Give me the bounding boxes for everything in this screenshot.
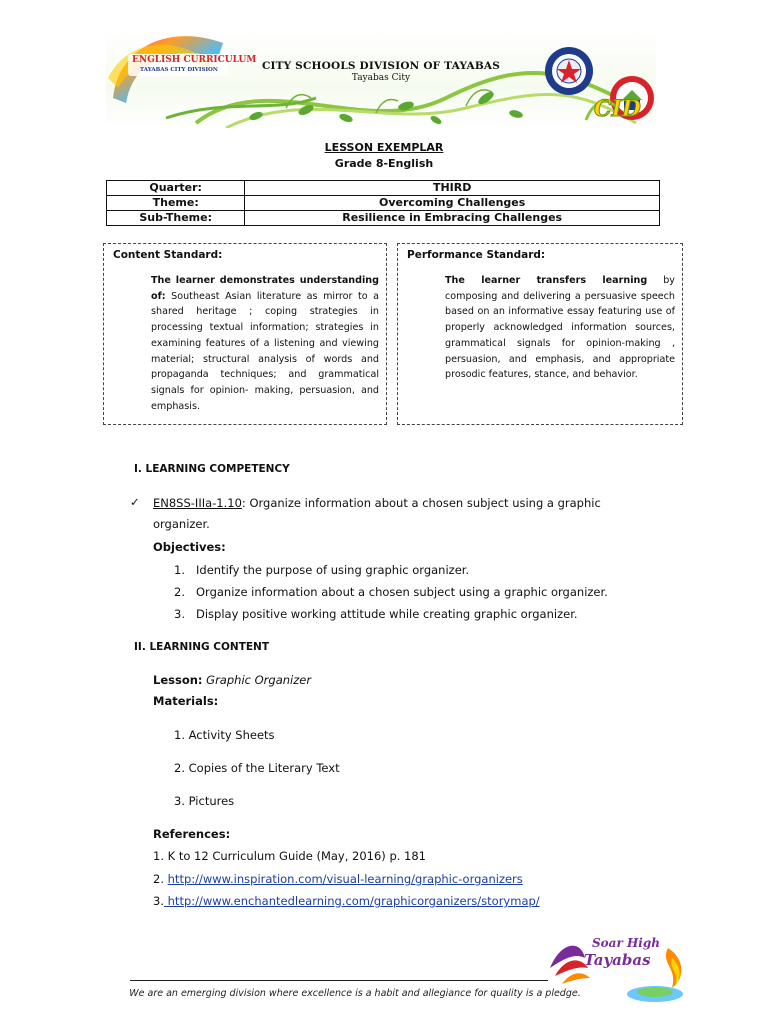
content-standard-body: Southeast Asian literature as mirror to a shared heritage ; coping strategies in processing textual information; strategies in examining features of a listening and viewing material; structural analysis of words and propaganda techniques; and grammatical signals for opinion- making, persuasion, and emphasis.: [151, 290, 379, 412]
content-standard-heading: Content Standard:: [113, 249, 223, 261]
reference-number: 2.: [153, 872, 168, 886]
lesson-label: Lesson:: [153, 673, 203, 687]
logo-left-line2: TAYABAS CITY DIVISION: [140, 67, 218, 73]
table-cell-value: Resilience in Embracing Challenges: [245, 211, 660, 226]
reference-item: [153, 894, 540, 908]
reference-item: 1. K to 12 Curriculum Guide (May, 2016) p. 181: [153, 849, 427, 863]
table-cell-value: Overcoming Challenges: [245, 196, 660, 211]
material-item: 1. Activity Sheets: [174, 728, 275, 742]
content-standard-text: [111, 273, 379, 414]
objectives-label: Objectives:: [153, 540, 226, 554]
table-cell-label: Sub-Theme:: [107, 211, 245, 226]
content-standard-lead: The learner demonstrates understanding of:: [151, 275, 379, 302]
performance-standard-box: [397, 243, 683, 425]
division-logo-text: CID: [594, 96, 641, 122]
objective-text: Identify the purpose of using graphic organizer.: [196, 563, 470, 577]
footer-divider: [130, 980, 548, 981]
reference-link[interactable]: http://www.enchantedlearning.com/graphicorganizers/storymap/: [163, 894, 540, 908]
objective-text: Organize information about a chosen subject using a graphic organizer.: [196, 585, 608, 599]
objective-number: 1.: [174, 563, 185, 577]
logo-left-line1: ENGLISH CURRICULUM: [132, 55, 257, 65]
reference-number: 3.: [153, 894, 164, 908]
competency-text: : Organize information about a chosen subject using a graphic: [241, 496, 601, 510]
logo-soar-text: Soar High: [592, 936, 660, 950]
table-row: [107, 211, 660, 226]
banner-subtitle: Tayabas City: [351, 73, 411, 83]
performance-standard-lead: The learner transfers learning: [445, 275, 648, 286]
banner-title: CITY SCHOOLS DIVISION OF TAYABAS: [261, 60, 501, 72]
content-standard-box: [103, 243, 387, 425]
document-title: LESSON EXEMPLAR: [324, 141, 444, 154]
footer-motto: We are an emerging division where excellence is a habit and allegiance for quality is a pledge.: [129, 988, 581, 999]
section-learning-competency-heading: I. LEARNING COMPETENCY: [134, 463, 290, 475]
performance-standard-body: by composing and delivering a persuasive speech based on an informative essay featuring use of properly acknowledged information sources, grammatical signals for opinion-making , persuasion, and emphasis, and appropriate prosodic features, stance, and behavior.: [445, 275, 675, 381]
reference-item: [153, 872, 523, 886]
objective-text: Display positive working attitude while creating graphic organizer.: [196, 607, 578, 621]
table-cell-label: Theme:: [107, 196, 245, 211]
lesson-info-table: [106, 180, 660, 226]
header-banner: [106, 28, 656, 128]
table-cell-label: Quarter:: [107, 181, 245, 196]
objective-number: 2.: [174, 585, 185, 599]
objective-number: 3.: [174, 607, 185, 621]
table-row: [107, 196, 660, 211]
performance-standard-text: [405, 273, 675, 383]
document-subtitle: Grade 8-English: [334, 157, 434, 170]
lesson-value: Graphic Organizer: [206, 673, 312, 687]
lesson-line: [153, 673, 311, 687]
performance-standard-heading: Performance Standard:: [407, 249, 546, 261]
material-item: 2. Copies of the Literary Text: [174, 761, 340, 775]
reference-link[interactable]: http://www.inspiration.com/visual-learning/graphic-organizers: [167, 872, 523, 886]
material-item: 3. Pictures: [174, 794, 235, 808]
references-label: References:: [153, 827, 231, 841]
logo-tayabas-text: Tayabas: [584, 951, 651, 969]
table-row: [107, 181, 660, 196]
table-cell-value: THIRD: [245, 181, 660, 196]
materials-label: Materials:: [153, 694, 219, 708]
competency-line-1: [153, 496, 663, 510]
competency-code: EN8SS-IIIa-1.10: [153, 496, 242, 510]
check-icon: ✓: [130, 495, 140, 509]
section-learning-content-heading: II. LEARNING CONTENT: [134, 641, 269, 653]
competency-line-2: organizer.: [153, 517, 210, 531]
